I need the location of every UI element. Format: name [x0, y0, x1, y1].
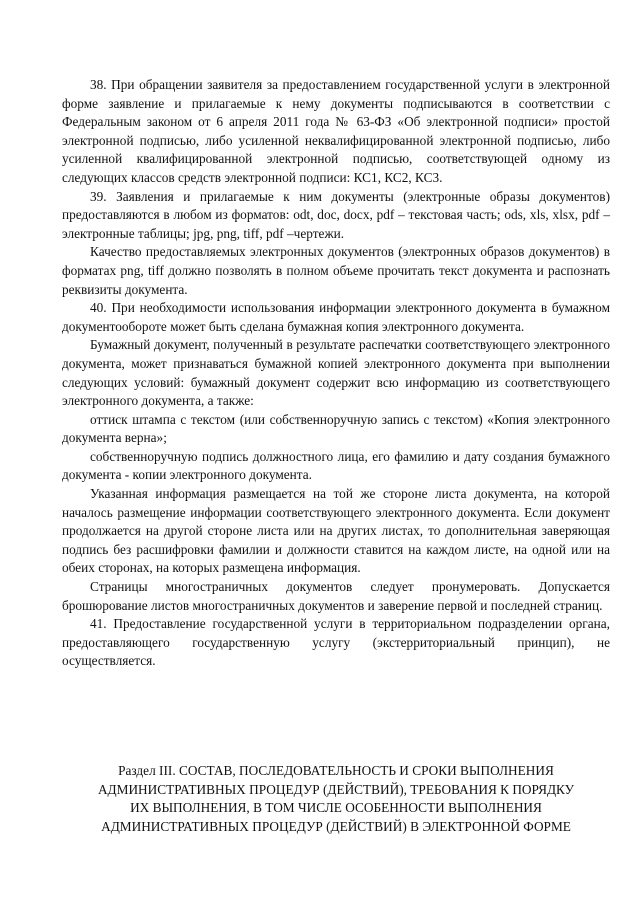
paragraph-stamp: оттиск штампа с текстом (или собственноручную запись с текстом) «Копия электронного документа верна»; — [62, 411, 610, 446]
paragraph-pagination: Страницы многостраничных документов следует пронумеровать. Допускается брошюрование листов многостраничных документов и заверение первой и последней страниц. — [62, 579, 610, 613]
document-body — [62, 76, 610, 671]
paragraph-placement: Указанная информация размещается на той же стороне листа документа, на которой началось размещение информации соответствующего электронного документа. Если документ продолжается на другой стороне листа или на других листах, то дополнительная заверяющая подпись без расшифровки фамилии и должности ставится на каждом листе, на одной или на обеих сторонах, на которых размещена информация. — [62, 486, 610, 576]
paragraph-quality: Качество предоставляемых электронных документов (электронных образов документов) в форматах png, tiff должно позволять в полном объеме прочитать текст документа и распознать реквизиты документа. — [62, 244, 610, 297]
paragraph-paper-copy: Бумажный документ, полученный в результате распечатки соответствующего электронного документа, может признаваться бумажной копией электронного документа при выполнении следующих условий: бумажный документ содержит всю информацию из соответствующего электронного документа, а также: — [62, 337, 610, 409]
paragraph-38: 38. При обращении заявителя за предоставлением государственной услуги в электронной форме заявление и прилагаемые к нему документы подписываются в соответствии с Федеральным законом от 6 апреля 2011 года № 63-ФЗ «Об электронной подписи» простой электронной подписью, либо усиленной неквалифицированной электронной подписью, либо усиленной квалифицированной электронной подписью, соответствующей одному из следующих классов средств электронной подписи: КС1, КС2, КС3. — [62, 77, 610, 185]
section-title-line: ИХ ВЫПОЛНЕНИЯ, В ТОМ ЧИСЛЕ ОСОБЕННОСТИ ВЫПОЛНЕНИЯ — [130, 800, 542, 816]
section-title — [62, 762, 610, 836]
section-title-line: АДМИНИСТРАТИВНЫХ ПРОЦЕДУР (ДЕЙСТВИЙ), ТРЕБОВАНИЯ К ПОРЯДКУ — [97, 781, 575, 797]
paragraph-signature: собственноручную подпись должностного лица, его фамилию и дату создания бумажного документа - копии электронного документа. — [62, 448, 610, 483]
section-title-line: Раздел III. СОСТАВ, ПОСЛЕДОВАТЕЛЬНОСТЬ И СРОКИ ВЫПОЛНЕНИЯ — [118, 763, 554, 778]
paragraph-40: 40. При необходимости использования информации электронного документа в бумажном документообороте может быть сделана бумажная копия электронного документа. — [62, 300, 610, 334]
paragraph-39: 39. Заявления и прилагаемые к ним документы (электронные образы документов) предоставляются в любом из форматов: odt, doc, docx, pdf – текстовая часть; ods, xls, xlsx, pdf – электронные таблицы; jpg, png, tiff, pdf –чертежи. — [62, 188, 610, 241]
paragraph-41: 41. Предоставление государственной услуги в территориальном подразделении органа, предоставляющего государственную услугу (экстерриториальный принцип), не осуществляется. — [62, 616, 610, 669]
section-title-line: АДМИНИСТРАТИВНЫХ ПРОЦЕДУР (ДЕЙСТВИЙ) В ЭЛЕКТРОННОЙ ФОРМЕ — [101, 818, 571, 834]
